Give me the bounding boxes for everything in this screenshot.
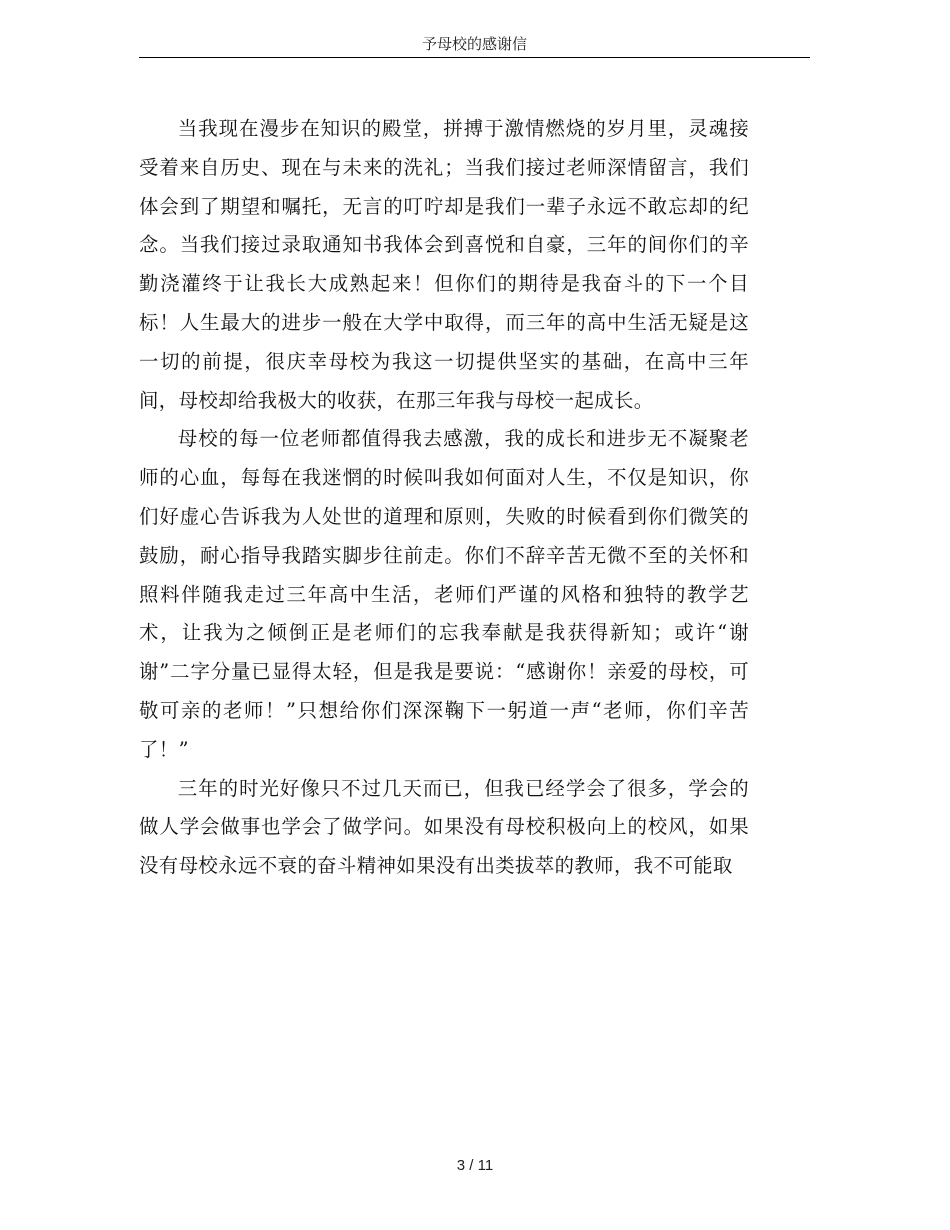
page-number: 3 / 11	[456, 1157, 494, 1174]
document-title: 予母校的感谢信	[421, 35, 527, 53]
paragraph-1: 当我现在漫步在知识的殿堂，拼搏于激情燃烧的岁月里，灵魂接受着来自历史、现在与未来的洗礼；当我们接过老师深情留言，我们体会到了期望和嘱托，无言的叮咛却是我们一辈子永远不敢忘却的纪念。当我们接过录取通知书我体会到喜悦和自豪，三年的间你们的辛勤浇灌终于让我长大成熟起来！但你们的期待是我奋斗的下一个目标！人生最大的进步一般在大学中取得，而三年的高中生活无疑是这一切的前提，很庆幸母校为我这一切提供坚实的基础，在高中三年间，母校却给我极大的收获，在那三年我与母校一起成长。	[139, 117, 749, 412]
page-header	[139, 30, 810, 58]
document-body	[139, 110, 749, 886]
paragraph-2: 母校的每一位老师都值得我去感激，我的成长和进步无不凝聚老师的心血，每每在我迷惘的时候叫我如何面对人生，不仅是知识，你们好虚心告诉我为人处世的道理和原则，失败的时候看到你们微笑的鼓励，耐心指导我踏实脚步往前走。你们不辞辛苦无微不至的关怀和照料伴随我走过三年高中生活，老师们严谨的风格和独特的教学艺术，让我为之倾倒正是老师们的忘我奉献是我获得新知；或许“谢谢”二字分量已显得太轻，但是我是要说：“感谢你！亲爱的母校，可敬可亲的老师！”只想给你们深深鞠下一躬道一声“老师，你们辛苦了！”	[139, 427, 749, 761]
paragraph-3: 三年的时光好像只不过几天而已，但我已经学会了很多，学会的做人学会做事也学会了做学问。如果没有母校积极向上的校风，如果没有母校永远不衰的奋斗精神如果没有出类拔萃的教师，我不可能取	[139, 776, 749, 878]
